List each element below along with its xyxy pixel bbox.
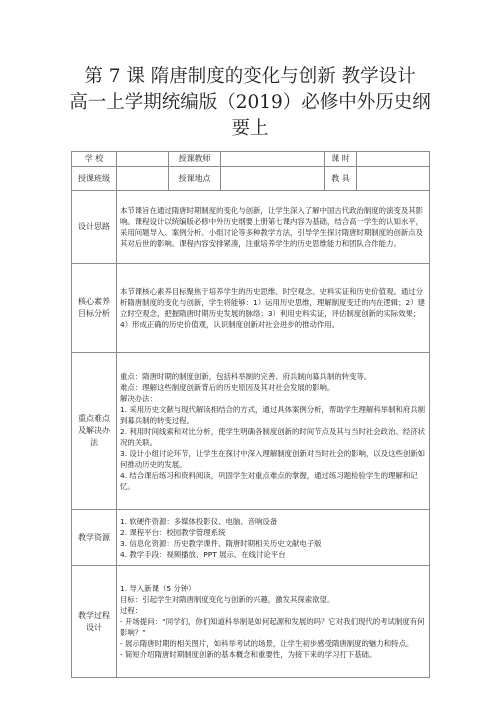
process-row [72,566,430,678]
process-line: 1. 导入新课（5 分钟） [120,584,196,593]
process-line: - 展示隋唐时期的相关图片，如科举考试的场景，让学生初步感受隋唐制度的魅力和特点。 [120,639,414,648]
period-value [357,152,430,167]
resource-line: 2. 课程平台：校园教学管理系统 [120,527,226,537]
key-row [72,353,430,510]
process-line: 目标：引起学生对隋唐制度变化与创新的兴趣，激发其探索欲望。 [120,595,335,604]
key-line: 3. 设计小组讨论环节，让学生在探讨中深入理解制度创新对当时社会的影响，以及这些创新如何推动历史的发展。 [120,448,426,469]
document-title [40,64,460,142]
resource-line: 3. 信息化资源：历史教学课件、隋唐时期相关历史文献电子版 [120,538,322,548]
lesson-plan-table [71,151,430,678]
title-line-3: 要上 [231,118,269,139]
title-line-2: 高一上学期统编版（2019）必修中外历史纲 [69,92,431,113]
key-line: 重点：隋唐时期的制度创新，包括科举制的完善、府兵制向募兵制的转变等。 [120,371,372,381]
key-line: 难点：理解这些制度创新背后的历史原因及其对社会发展的影响。 [120,382,335,392]
resource-line: 1. 软硬件资源：多媒体投影仪、电脑、音响设备 [120,516,278,526]
resource-line: 4. 教学手段：视频播放、PPT 展示、在线讨论平台 [120,549,286,559]
class-label: 授课班级 [72,167,117,191]
resource-label: 教学资源 [72,510,117,566]
process-text [117,566,430,678]
core-text: 本节课核心素养目标聚焦于培养学生的历史思维、时空观念、史料实证和历史价值观。通过分析隋唐制度的变化与创新，学生将能够：1）运用历史思维，理解制度变迁的内在逻辑；2）建立时空观念，把握隋唐时期历史发展的脉络；3）利用史料实证，评估制度创新的实际效果；4）形成正确的历史价值观，认识制度创新对社会进步的推动作用。 [117,264,430,353]
key-line: 2. 利用时间线索和对比分析，使学生明确各制度创新的时间节点及其与当时社会政治、经济状况的关联。 [120,426,426,447]
key-line: 解决办法： [120,393,157,403]
teacher-value [221,152,325,167]
key-line: 4. 结合课后练习和资料阅读，巩固学生对重点难点的掌握，通过练习题检验学生的理解和记忆。 [120,470,418,491]
core-row [72,264,430,353]
school-label: 学 校 [72,152,117,167]
process-line: 过程： [120,606,143,615]
resource-text [117,510,430,566]
class-value [117,167,169,191]
textbook-label: 教 具 [325,167,357,191]
core-label: 核心素养目标分析 [72,264,117,353]
textbook-value [357,167,430,191]
key-label: 重点难点及解决办法 [72,353,117,510]
teacher-label: 授课教师 [169,152,221,167]
process-label: 教学过程设计 [72,566,117,678]
design-label: 设计思路 [72,191,117,264]
header-row-2 [72,167,430,191]
design-row [72,191,430,264]
process-line: - 开场提问：“同学们，你们知道科举制是如何起源和发展的吗？它对我们现代的考试制度有何影响？” [120,617,425,637]
place-label: 授课地点 [169,167,221,191]
design-text: 本节课旨在通过隋唐时期制度的变化与创新，让学生深入了解中国古代政治制度的演变及其影响。课程设计以统编版必修中外历史纲要上册第七课内容为基础，结合高一学生的认知水平，采用问题导入、案例分析、小组讨论等多种教学方法，引导学生探讨隋唐时期制度的创新点及其对后世的影响。课程内容安排紧凑，注重培养学生的历史思维能力和团队合作能力。 [117,191,430,264]
key-line: 1. 采用历史文献与现代解读相结合的方式，通过具体案例分析，帮助学生理解科举制和府兵制到募兵制的转变过程。 [120,404,426,425]
place-value [221,167,325,191]
key-text [117,353,430,510]
school-value [117,152,169,167]
process-line: - 简短介绍隋唐时期制度创新的基本概念和重要性，为接下来的学习打下基础。 [120,650,377,659]
title-line-1: 第 7 课 隋唐制度的变化与创新 教学设计 [84,66,416,87]
header-row-1 [72,152,430,167]
period-label: 课 时 [325,152,357,167]
resource-row [72,510,430,566]
